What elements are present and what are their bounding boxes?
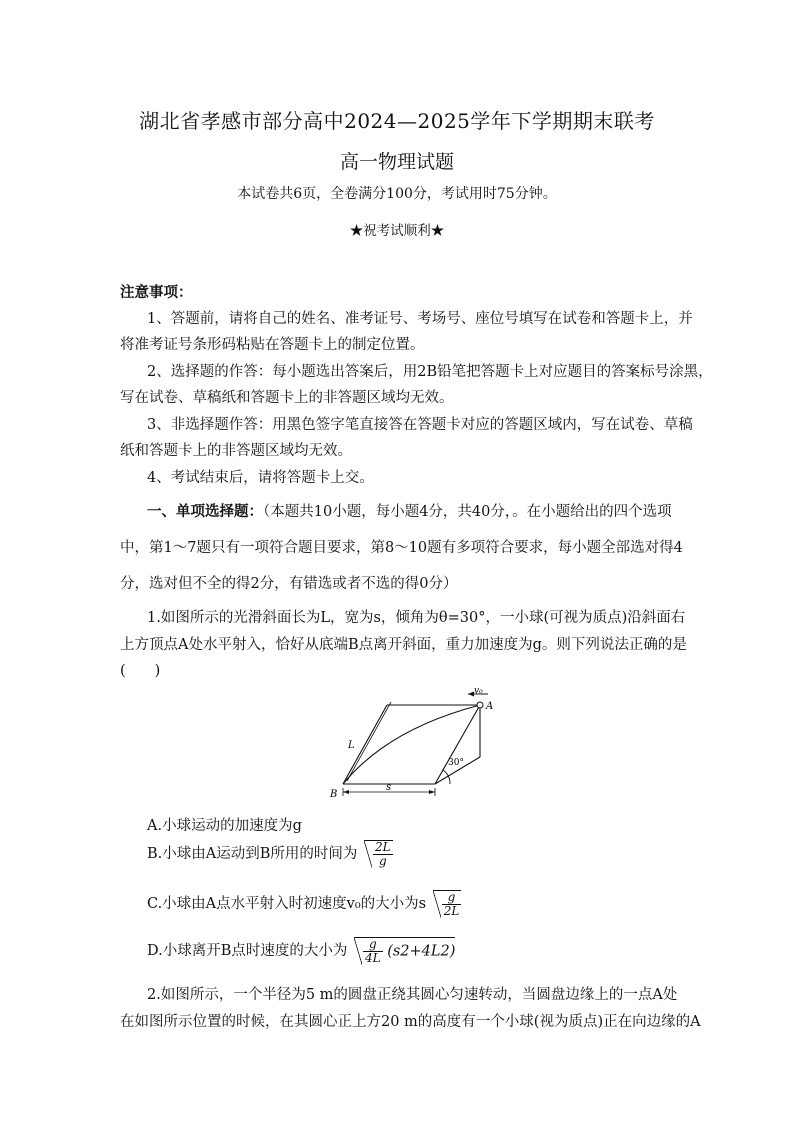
section-1-line-1 bbox=[147, 500, 672, 521]
option-d-tail: (s2+4L2) bbox=[387, 943, 456, 960]
question-2-line-2: 在如图所示位置的时候，在其圆心正上方20 m的高度有一个小球(视为质点)正在向边缘的A bbox=[120, 1014, 701, 1030]
option-d-sqrt bbox=[354, 937, 455, 965]
exam-info: 本试卷共6页，全卷满分100分，考试用时75分钟。 bbox=[237, 186, 557, 202]
notice-item-1-line-1: 1、答题前，请将自己的姓名、准考证号、考场号、座位号填写在试卷和答题卡上，并 bbox=[147, 311, 693, 327]
option-c-sqrt bbox=[433, 890, 462, 918]
label-v0: v₀ bbox=[474, 686, 483, 696]
option-b-text: B.小球由A运动到B所用的时间为 bbox=[147, 846, 358, 862]
question-1-line-2: 上方顶点A处水平射入，恰好从底端B点离开斜面，重力加速度为g。则下列说法正确的是 bbox=[120, 637, 687, 653]
question-1-line-1: 1.如图所示的光滑斜面长为L，宽为s，倾角为θ=30°，一小球(可视为质点)沿斜面右 bbox=[147, 610, 686, 626]
incline-figure bbox=[318, 684, 498, 802]
notice-item-2-line-2: 写在试卷、草稿纸和答题卡上的非答题区域均无效。 bbox=[120, 390, 454, 406]
option-c-text: C.小球由A点水平射入时初速度v₀的大小为s bbox=[147, 896, 427, 912]
option-d-text: D.小球离开B点时速度的大小为 bbox=[147, 943, 348, 959]
exam-title: 湖北省孝感市部分高中2024—2025学年下学期期末联考 bbox=[139, 109, 655, 133]
option-c-denominator: 2L bbox=[443, 904, 460, 918]
label-angle: 30° bbox=[448, 758, 464, 768]
ball-icon bbox=[477, 702, 483, 708]
notice-item-3-line-1: 3、非选择题作答：用黑色签字笔直接答在答题卡对应的答题区域内，写在试卷、草稿 bbox=[147, 417, 693, 433]
label-A: A bbox=[486, 701, 494, 712]
section-1-heading: 一、单项选择题： bbox=[147, 503, 263, 520]
label-L: L bbox=[348, 740, 355, 751]
label-B: B bbox=[330, 789, 338, 800]
section-1-line-2: 中，第1～7题只有一项符合题目要求，第8～10题有多项符合要求，每小题全部选对得4 bbox=[120, 540, 683, 556]
option-d-numerator: g bbox=[363, 938, 383, 952]
section-1-line-3: 分，选对但不全的得2分，有错选或者不选的得0分） bbox=[120, 576, 458, 592]
option-d-denominator: 4L bbox=[364, 951, 381, 965]
option-b bbox=[147, 840, 393, 868]
option-a: A.小球运动的加速度为g bbox=[147, 818, 302, 834]
exam-subtitle: 高一物理试题 bbox=[339, 151, 454, 173]
option-b-denominator: g bbox=[378, 854, 387, 868]
section-1-line-1-rest: （本题共10小题，每小题4分，共40分，。在小题给出的四个选项 bbox=[263, 504, 672, 520]
notice-item-2-line-1: 2、选择题的作答：每小题选出答案后，用2B铅笔把答题卡上对应题目的答案标号涂黑， bbox=[147, 364, 713, 380]
question-1-line-3: ( ) bbox=[120, 663, 161, 679]
notice-item-3-line-2: 纸和答题卡上的非答题区域均无效。 bbox=[120, 443, 352, 459]
option-c bbox=[147, 890, 461, 918]
option-c-numerator: g bbox=[442, 891, 462, 905]
notice-heading: 注意事项： bbox=[120, 284, 193, 301]
option-b-sqrt bbox=[364, 840, 393, 868]
label-s: s bbox=[386, 782, 392, 793]
option-b-numerator: 2L bbox=[375, 840, 391, 854]
option-d bbox=[147, 937, 455, 965]
notice-item-4: 4、考试结束后，请将答题卡上交。 bbox=[147, 470, 374, 486]
notice-item-1-line-2: 将准考证号条形码粘贴在答题卡上的制定位置。 bbox=[120, 337, 425, 353]
good-luck-line: ★祝考试顺利★ bbox=[349, 223, 445, 239]
question-2-line-1: 2.如图所示，一个半径为5 m的圆盘正绕其圆心匀速转动，当圆盘边缘上的一点A处 bbox=[147, 987, 678, 1003]
